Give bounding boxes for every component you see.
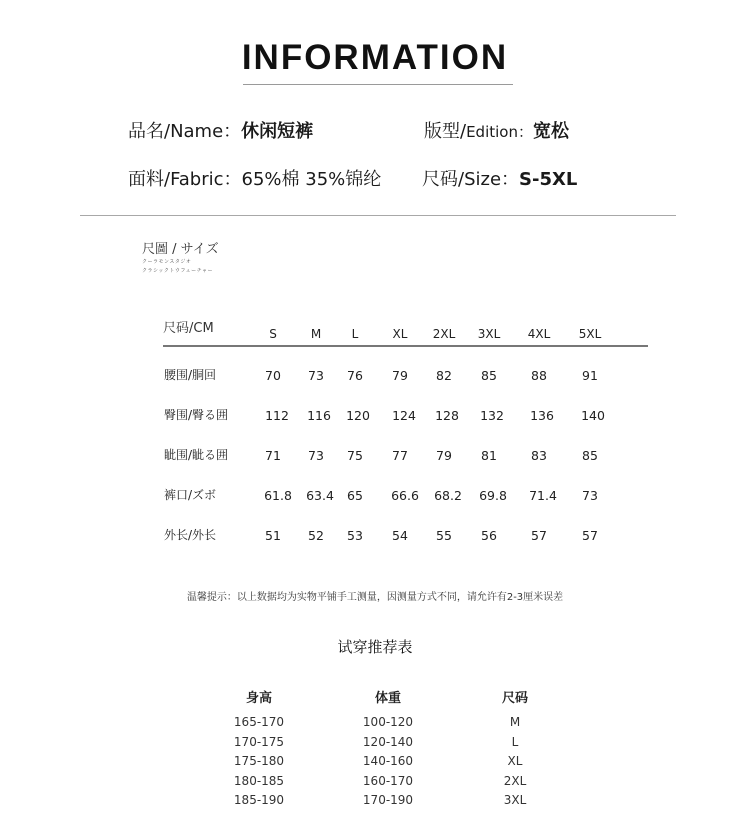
table-cell: 75 — [347, 448, 363, 463]
size-label: 尺码/Size： — [422, 169, 520, 190]
recommend-cell: L — [511, 735, 519, 749]
recommend-cell: 2XL — [503, 774, 527, 788]
size-col-header: XL — [392, 327, 408, 341]
table-cell: 77 — [392, 448, 408, 463]
table-cell: 54 — [392, 528, 408, 543]
table-cell: 120 — [346, 408, 370, 423]
name-label: 品名/Name： — [128, 121, 242, 142]
recommend-cell: 3XL — [503, 793, 527, 807]
table-cell: 61.8 — [264, 488, 292, 503]
row-label-leg-opening: 裤口/ズボ — [164, 488, 217, 502]
recommend-cell: 160-170 — [362, 774, 414, 788]
table-cell: 53 — [347, 528, 363, 543]
table-cell: 71.4 — [529, 488, 557, 503]
fabric-label: 面料/Fabric： — [128, 169, 242, 190]
recommend-cell: 170-190 — [362, 793, 414, 807]
table-cell: 132 — [480, 408, 504, 423]
page-title: INFORMATION — [241, 38, 509, 77]
table-cell: 128 — [435, 408, 459, 423]
recommend-header-weight: 体重 — [374, 691, 401, 706]
recommend-cell: XL — [507, 754, 523, 768]
recommend-header-size: 尺码 — [501, 691, 528, 706]
edition-value: 宽松 — [532, 121, 569, 142]
recommend-cell: 185-190 — [233, 793, 285, 807]
size-col-header: 5XL — [578, 327, 602, 341]
table-cell: 112 — [265, 408, 289, 423]
recommend-cell: 170-175 — [233, 735, 285, 749]
table-header-rule — [163, 345, 648, 347]
table-cell: 116 — [307, 408, 331, 423]
size-unit-label: 尺码/CM — [163, 321, 214, 336]
table-cell: 73 — [308, 448, 324, 463]
table-cell: 57 — [582, 528, 598, 543]
table-cell: 124 — [392, 408, 416, 423]
table-cell: 85 — [582, 448, 598, 463]
table-cell: 73 — [582, 488, 598, 503]
size-chart-subline-2: クラシックトウフューチャー — [142, 268, 214, 274]
recommend-cell: 165-170 — [233, 715, 285, 729]
size-col-header: 3XL — [477, 327, 501, 341]
table-cell: 69.8 — [479, 488, 507, 503]
title-underline — [243, 84, 513, 85]
recommend-cell: 180-185 — [233, 774, 285, 788]
table-cell: 71 — [265, 448, 281, 463]
table-cell: 79 — [392, 368, 408, 383]
size-col-header: L — [351, 327, 359, 341]
table-cell: 73 — [308, 368, 324, 383]
table-cell: 51 — [265, 528, 281, 543]
table-cell: 88 — [531, 368, 547, 383]
size-col-header: S — [269, 327, 277, 341]
product-edition — [424, 117, 569, 143]
table-cell: 56 — [481, 528, 497, 543]
product-name — [128, 117, 313, 143]
size-value: S-5XL — [519, 169, 578, 190]
table-cell: 81 — [481, 448, 497, 463]
recommend-cell: 175-180 — [233, 754, 285, 768]
edition-label-cn: 版型/ — [424, 121, 467, 142]
product-fabric — [128, 165, 381, 191]
table-cell: 79 — [436, 448, 452, 463]
name-value: 休闲短裤 — [241, 121, 314, 142]
table-cell: 140 — [581, 408, 605, 423]
section-divider — [80, 215, 676, 216]
table-cell: 57 — [531, 528, 547, 543]
table-cell: 82 — [436, 368, 452, 383]
table-cell: 63.4 — [306, 488, 334, 503]
row-label-length: 外长/外长 — [164, 528, 217, 542]
table-cell: 52 — [308, 528, 324, 543]
recommend-header-height: 身高 — [245, 691, 272, 706]
table-cell: 66.6 — [391, 488, 419, 503]
product-size — [422, 165, 577, 191]
row-label-hip: 臀围/臀る囲 — [164, 408, 229, 422]
recommend-cell: 120-140 — [362, 735, 414, 749]
measurement-note: 温馨提示：以上数据均为实物平铺手工测量，因测量方式不同，请允许有2-3厘米误差 — [186, 592, 564, 603]
row-label-thigh: 眦围/眦る囲 — [164, 448, 229, 462]
fabric-value: 65%棉 35%锦纶 — [241, 169, 382, 190]
table-cell: 65 — [347, 488, 363, 503]
size-col-header: M — [310, 327, 322, 341]
table-cell: 68.2 — [434, 488, 462, 503]
table-cell: 136 — [530, 408, 554, 423]
recommend-cell: M — [509, 715, 521, 729]
size-chart-heading: 尺圖 / サイズ — [142, 242, 219, 257]
size-col-header: 4XL — [527, 327, 551, 341]
table-cell: 70 — [265, 368, 281, 383]
table-cell: 85 — [481, 368, 497, 383]
table-cell: 55 — [436, 528, 452, 543]
edition-label-en: Edition： — [466, 123, 533, 141]
recommend-cell: 140-160 — [362, 754, 414, 768]
table-cell: 91 — [582, 368, 598, 383]
row-label-waist: 腰围/胴回 — [164, 368, 217, 382]
size-col-header: 2XL — [432, 327, 456, 341]
recommend-cell: 100-120 — [362, 715, 414, 729]
size-chart-subline-1: クーラモンスタジオ — [142, 259, 192, 265]
table-cell: 76 — [347, 368, 363, 383]
recommend-title: 试穿推荐表 — [337, 638, 413, 656]
table-cell: 83 — [531, 448, 547, 463]
